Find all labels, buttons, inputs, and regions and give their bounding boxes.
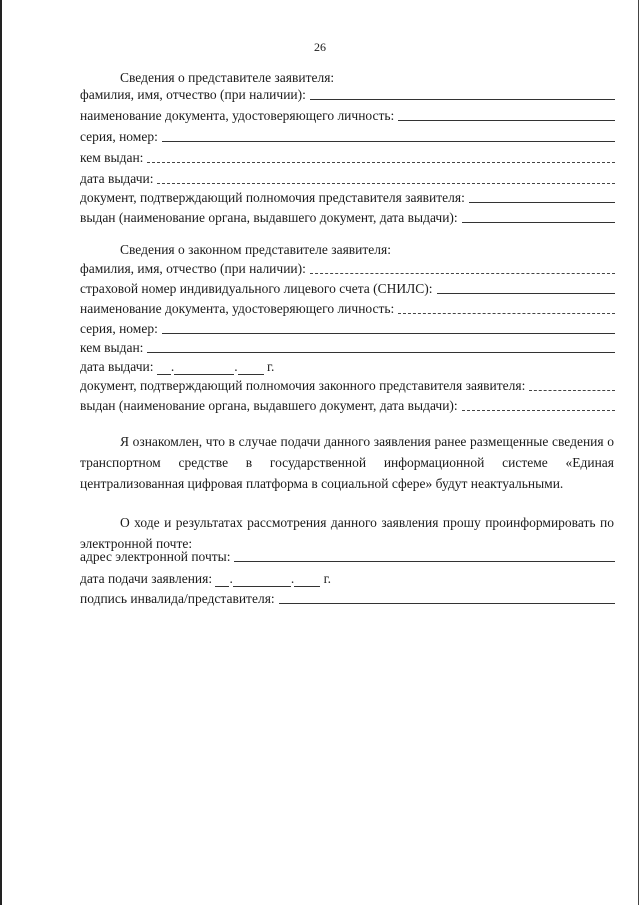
email-label: адрес электронной почты:	[80, 549, 231, 564]
legal-rep-series-number-label: серия, номер:	[80, 321, 158, 336]
year-blank[interactable]	[238, 362, 264, 375]
day-blank[interactable]	[215, 574, 229, 587]
legal-rep-id-document-field[interactable]	[80, 301, 615, 317]
rep-issued-by-label: кем выдан:	[80, 150, 144, 165]
legal-rep-authority-issued-by-label: выдан (наименование органа, выдавшего документ, дата выдачи):	[80, 398, 458, 413]
legal-rep-series-number-field[interactable]	[80, 321, 615, 337]
rep-issue-date-field[interactable]	[80, 171, 615, 187]
day-blank[interactable]	[157, 362, 171, 375]
rep-authority-issued-by-field[interactable]	[80, 210, 615, 226]
page-number: 26	[314, 40, 326, 54]
rep-issued-by-field[interactable]	[80, 150, 615, 166]
legal-rep-id-document-label: наименование документа, удостоверяющего личность:	[80, 301, 395, 316]
legal-rep-issued-by-label: кем выдан:	[80, 340, 144, 355]
legal-rep-issued-by-field[interactable]	[80, 340, 615, 356]
rep-authority-document-label: документ, подтверждающий полномочия представителя заявителя:	[80, 190, 465, 205]
legal-rep-snils-field[interactable]	[80, 281, 615, 297]
acknowledgement-paragraph	[80, 431, 614, 494]
legal-rep-snils-label: страховой номер индивидуального лицевого счета (СНИЛС):	[80, 281, 433, 296]
legal-rep-issue-date-label: дата выдачи:	[80, 359, 154, 374]
notification-text: О ходе и результатах рассмотрения данного заявления прошу проинформировать по электронной почте:	[80, 515, 614, 551]
rep-authority-issued-by-label: выдан (наименование органа, выдавшего документ, дата выдачи):	[80, 210, 458, 225]
rep-authority-document-field[interactable]	[80, 190, 615, 206]
submission-date-label: дата подачи заявления:	[80, 571, 213, 586]
legal-rep-fio-label: фамилия, имя, отчество (при наличии):	[80, 261, 306, 276]
acknowledgement-text: Я ознакомлен, что в случае подачи данного заявления ранее размещенные сведения о транспортном средстве в государственной информационной системе «Единая централизованная цифровая платформа в социальной сфере» будут неактуальными.	[80, 434, 614, 491]
legal-rep-authority-issued-by-field[interactable]	[80, 398, 615, 414]
signature-field[interactable]	[80, 591, 615, 607]
page-edge-right	[638, 0, 639, 905]
legal-rep-heading: Сведения о законном представителе заявителя:	[120, 242, 391, 257]
rep-id-document-field[interactable]	[80, 108, 615, 124]
email-field[interactable]	[80, 549, 615, 565]
legal-rep-fio-field[interactable]	[80, 261, 615, 277]
page-edge-left	[0, 0, 2, 905]
rep-series-number-field[interactable]	[80, 129, 615, 145]
rep-id-document-label: наименование документа, удостоверяющего личность:	[80, 108, 395, 123]
legal-rep-authority-document-label: документ, подтверждающий полномочия законного представителя заявителя:	[80, 378, 526, 393]
legal-rep-authority-document-field[interactable]	[80, 378, 615, 394]
month-blank[interactable]	[233, 574, 291, 587]
rep-fio-label: фамилия, имя, отчество (при наличии):	[80, 87, 306, 102]
rep-series-number-label: серия, номер:	[80, 129, 158, 144]
submission-date-field[interactable]: дата подачи заявления: . . г.	[80, 571, 331, 586]
rep-issue-date-label: дата выдачи:	[80, 171, 154, 186]
rep-fio-field[interactable]	[80, 87, 615, 103]
representative-heading: Сведения о представителе заявителя:	[120, 70, 335, 85]
year-blank[interactable]	[294, 574, 320, 587]
signature-label: подпись инвалида/представителя:	[80, 591, 275, 606]
notification-paragraph	[80, 512, 614, 554]
legal-rep-issue-date-field[interactable]: дата выдачи: . . г.	[80, 359, 275, 374]
month-blank[interactable]	[174, 362, 234, 375]
